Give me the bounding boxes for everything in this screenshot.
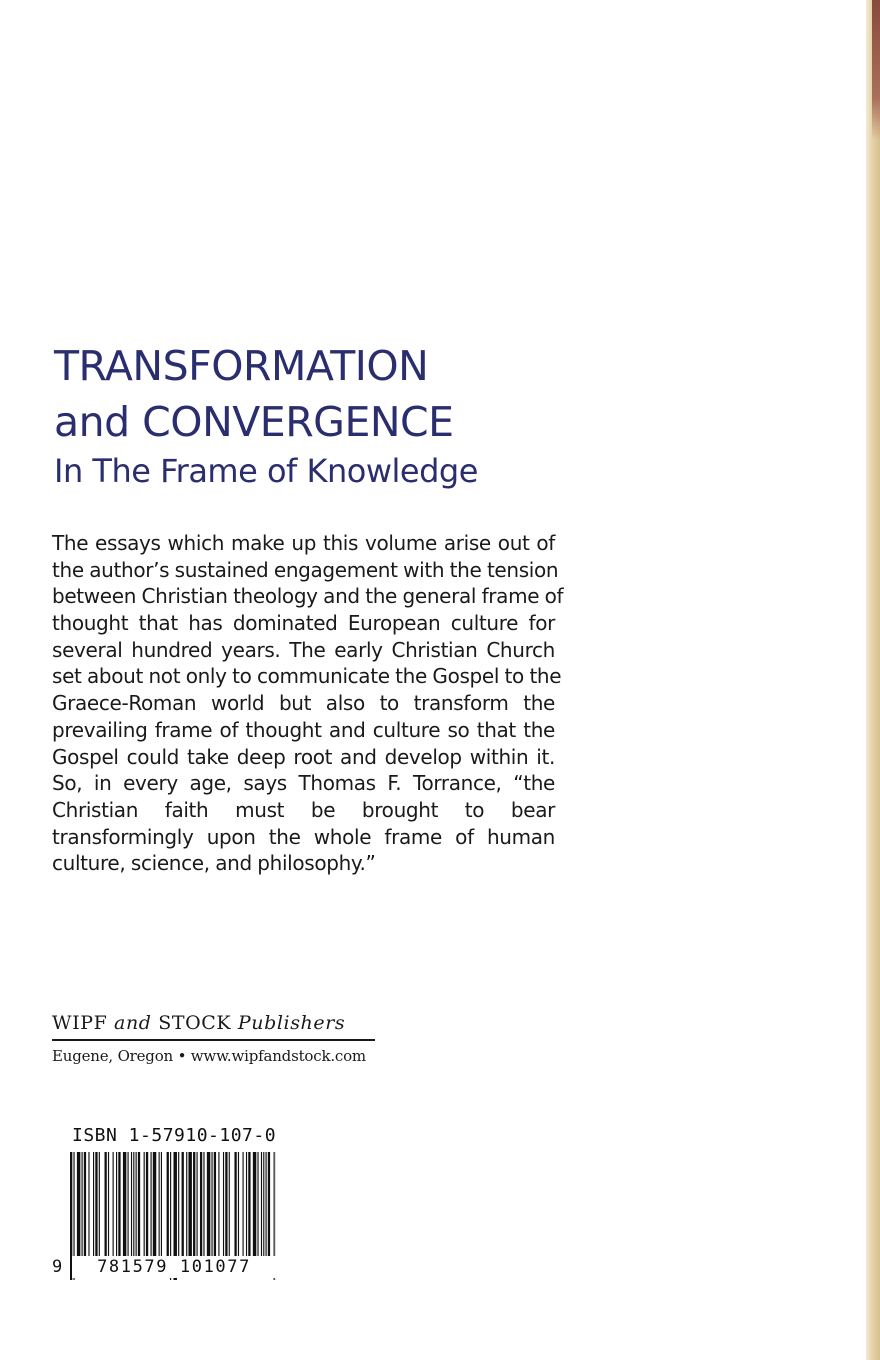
barcode-bar [268,1152,270,1260]
barcode-bar [253,1152,256,1260]
blurb-line: Graece-Roman world but also to transform the [52,691,555,716]
barcode-bar [113,1152,114,1260]
title-line-2: and CONVERGENCE [54,398,454,446]
blurb-line: Christian faith must be brought to bear [52,797,555,822]
barcode-bar [99,1152,100,1260]
barcode-bar [88,1152,89,1260]
blurb-line: thought that has dominated European culture for [52,611,555,636]
ean-first-digit: 9 [52,1257,63,1277]
barcode-bar [214,1152,216,1260]
barcode-bar [128,1152,129,1260]
subtitle: In The Frame of Knowledge [54,452,478,490]
barcode-bar [248,1152,250,1260]
blurb-line: prevailing frame of thought and culture so that the [52,717,555,742]
barcode-bar [229,1152,230,1260]
barcode-bar [118,1152,120,1260]
barcode-bar [123,1152,126,1260]
barcode-bar [234,1152,236,1260]
barcode-bar [133,1152,134,1260]
barcode-bar [218,1152,219,1260]
barcode-bar [138,1152,140,1260]
publisher-block [52,1010,375,1067]
barcode-bar [197,1152,198,1260]
blurb-line: between Christian theology and the general frame of [52,584,564,609]
barcode-bar [193,1152,195,1260]
barcode-bar [186,1152,187,1260]
blurb-line: transformingly upon the whole frame of human [52,824,555,849]
spine-accent [872,0,880,140]
barcode-bar [188,1152,191,1260]
barcode-bar [238,1152,239,1260]
barcode-bar [151,1152,152,1260]
barcode-bar [261,1152,262,1260]
barcode-bar [84,1152,86,1260]
publisher-name-part: and [114,1012,152,1034]
barcode-bar [246,1152,247,1260]
blurb-paragraph [52,530,564,877]
barcode-bar [159,1152,160,1260]
barcode-bar [116,1152,117,1260]
publisher-name [52,1010,375,1036]
blurb-line: the author’s sustained engagement with the tension [52,557,559,582]
publisher-name-part: WIPF [52,1012,115,1034]
barcode-bar [167,1152,169,1260]
barcode-bar [77,1152,80,1260]
publisher-name-part: STOCK [151,1012,238,1034]
barcode-bar [136,1152,137,1260]
barcode-bar [153,1152,156,1260]
barcode-bar [200,1152,202,1260]
barcode-bar [146,1152,148,1260]
blurb-line: several hundred years. The early Christian Church [52,637,555,662]
blurb-line: The essays which make up this volume arise out of [52,531,555,555]
barcode-bar [108,1152,109,1260]
publisher-rule [52,1039,375,1041]
spine-edge [866,0,880,1360]
barcode-bar [243,1152,244,1260]
barcode-bar [207,1152,210,1260]
blurb-line: So, in every age, says Thomas F. Torrance, “the [52,771,555,796]
barcode-block [52,1124,282,1284]
isbn-label: ISBN 1-57910-107-0 [72,1125,277,1146]
blurb-line: culture, science, and philosophy.” [52,851,376,876]
title-line-1: TRANSFORMATION [54,342,429,390]
barcode-bar [105,1152,107,1260]
ean-digits: 781579 101077 [72,1256,276,1278]
barcode-bar [257,1152,258,1260]
barcode-bar [266,1152,267,1260]
barcode-bar [93,1152,94,1260]
barcode-bar [225,1152,227,1260]
barcode-bar [203,1152,204,1260]
barcode-bar [223,1152,224,1260]
barcode-bar [95,1152,97,1260]
barcode-bar [263,1152,264,1260]
publisher-name-part: Publishers [237,1012,346,1034]
barcode-bar [161,1152,162,1260]
publisher-address: Eugene, Oregon • www.wipfandstock.com [52,1047,366,1065]
barcode-bar [144,1152,145,1260]
blurb-line: Gospel could take deep root and develop within it. [52,744,555,769]
barcode-bar [131,1152,132,1260]
barcode-bar [182,1152,184,1260]
barcode-bar [178,1152,179,1260]
title-block [54,338,478,494]
barcode-bar [82,1152,83,1260]
barcode-bar [211,1152,212,1260]
blurb-line: set about not only to communicate the Gospel to the [52,664,562,689]
